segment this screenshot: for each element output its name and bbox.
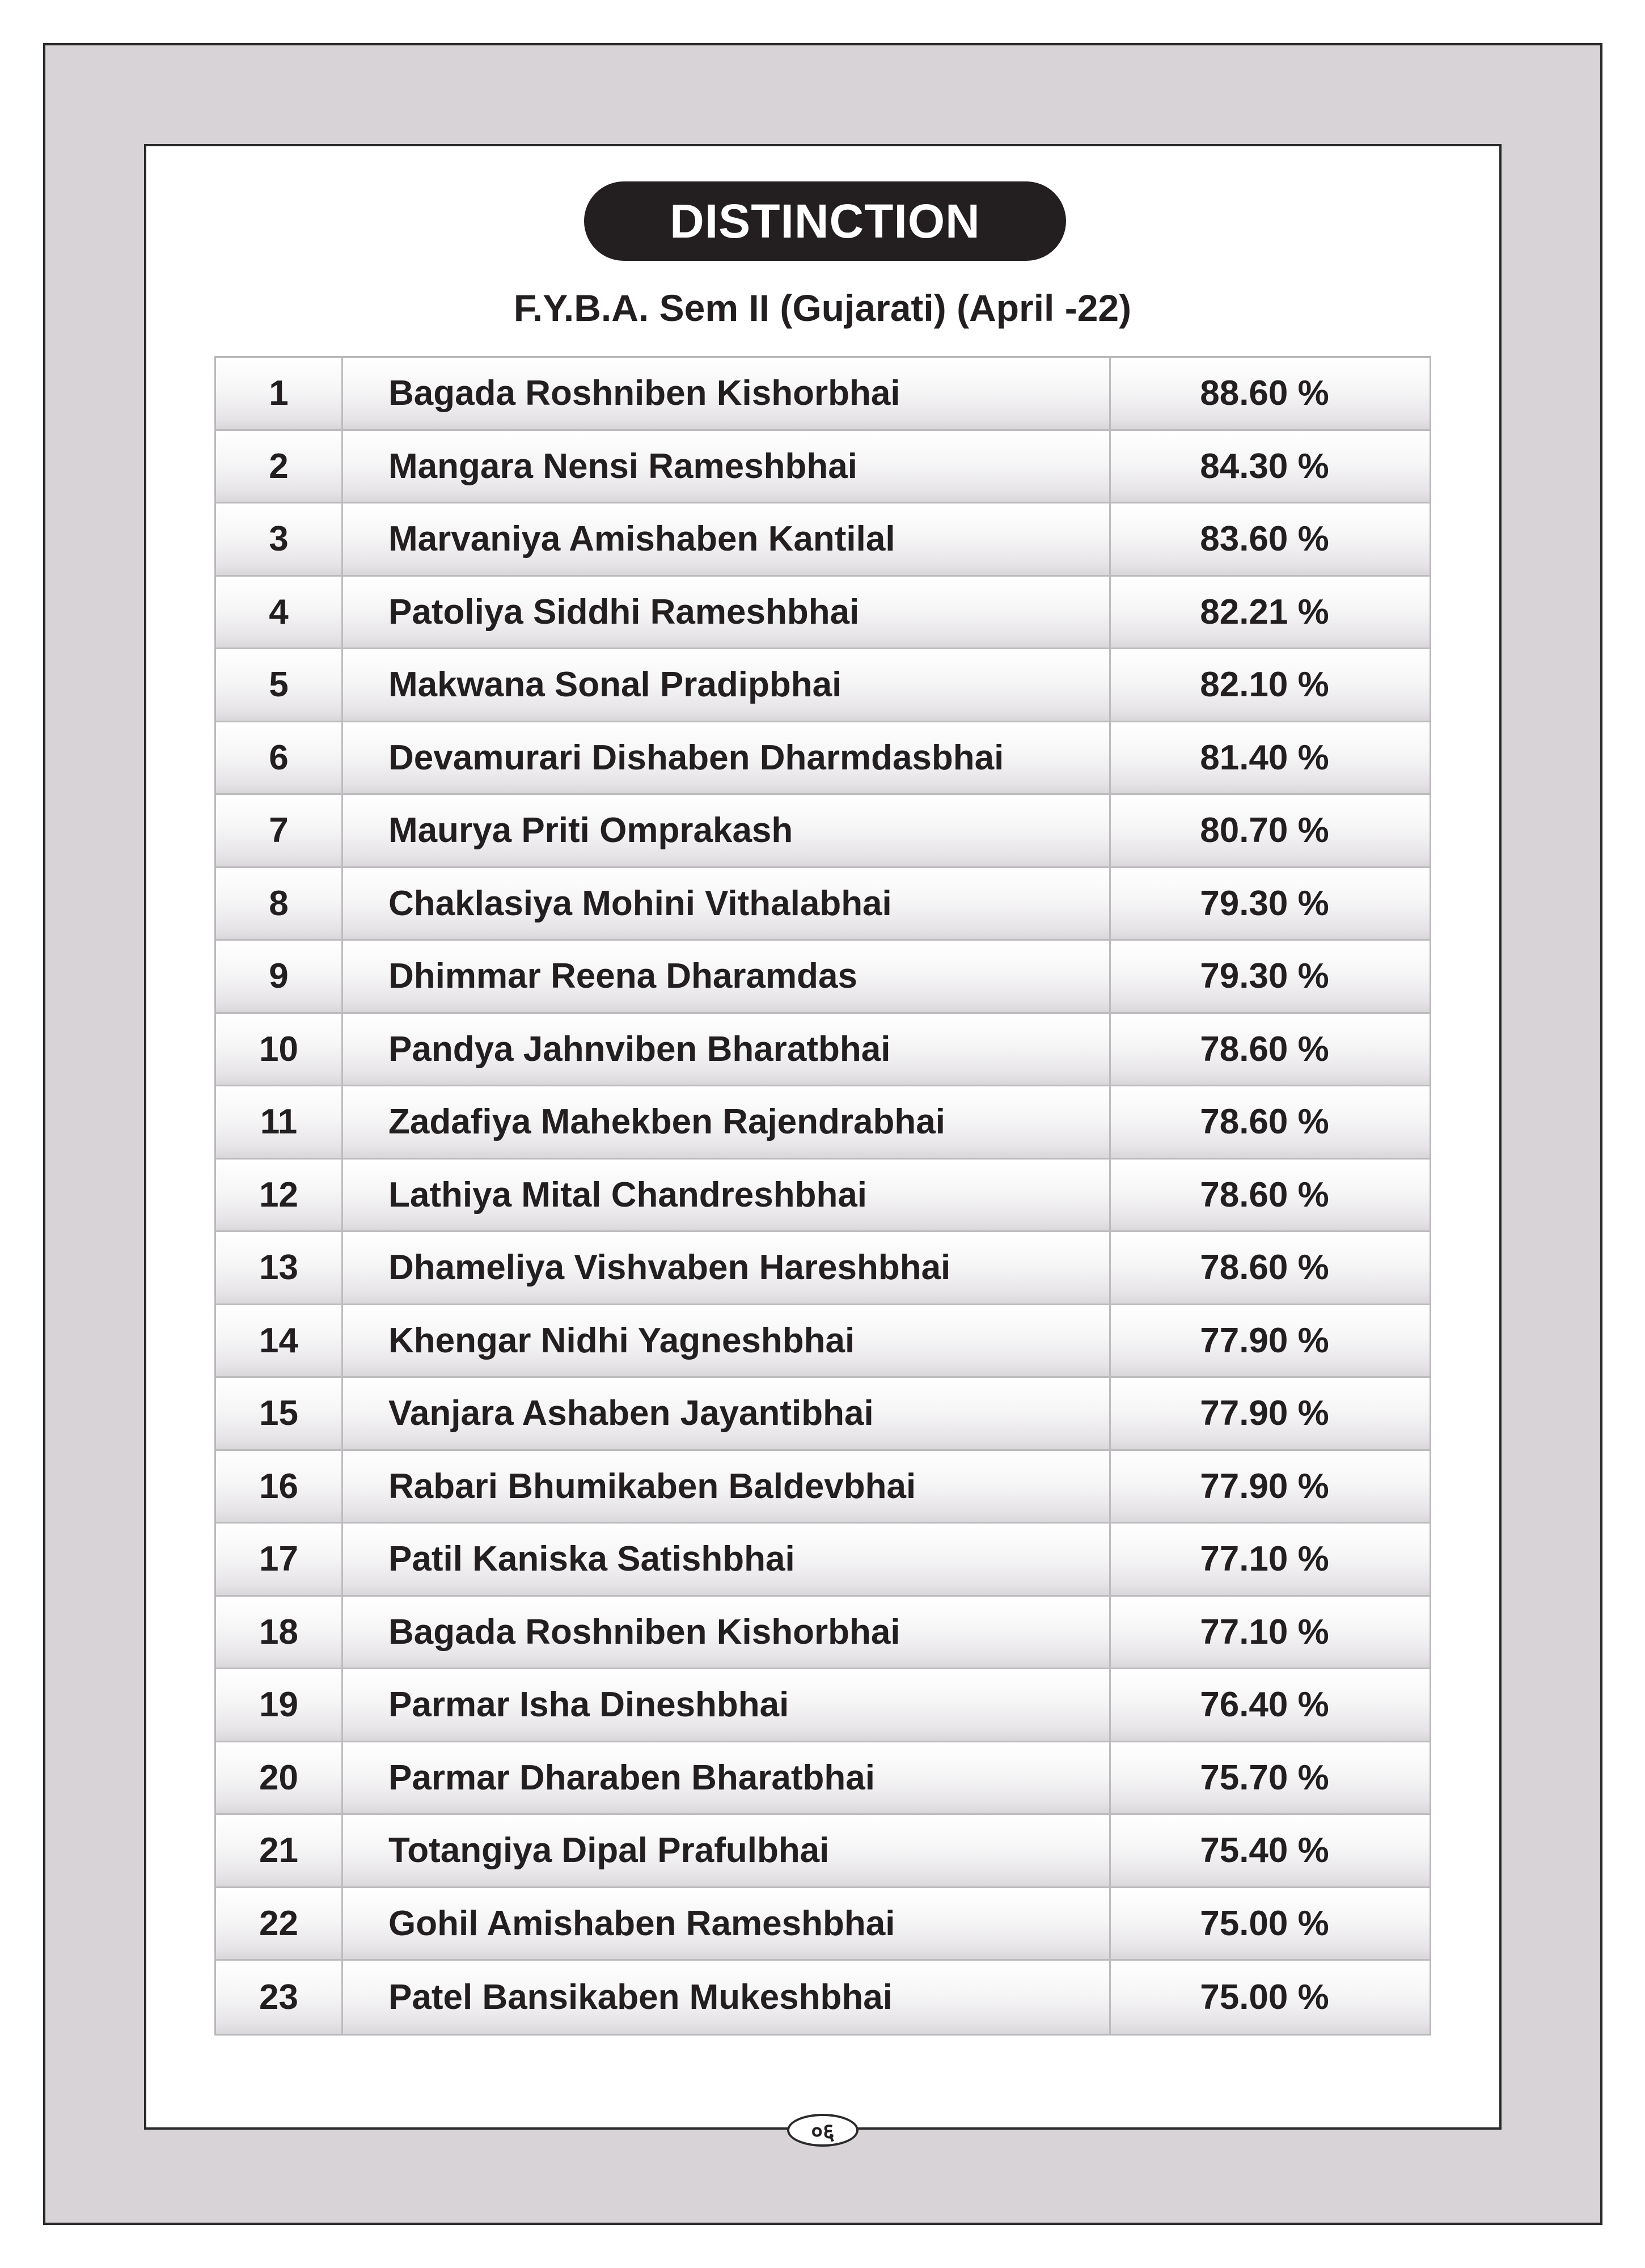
percentage-cell: 77.90 % [1200,1466,1329,1506]
serial-number-cell: 20 [216,1742,343,1814]
serial-number-cell: 22 [216,1888,343,1960]
student-name-cell: Zadafiya Mahekben Rajendrabhai [343,1086,1111,1158]
table-row [216,1669,1430,1742]
percentage-cell: 80.70 % [1200,811,1329,850]
page-number [787,2114,859,2147]
student-name-cell: Vanjara Ashaben Jayantibhai [343,1378,1111,1449]
serial-number-cell: 8 [216,868,343,940]
percentage-cell: 82.10 % [1200,665,1329,705]
serial-number-cell: 2 [216,431,343,502]
percentage-cell: 75.00 % [1200,1977,1329,2017]
serial-number-cell: 12 [216,1160,343,1231]
student-name-cell: Marvaniya Amishaben Kantilal [343,503,1111,575]
serial-number-cell: 23 [216,1961,343,2034]
table-row [216,722,1430,796]
table-row [216,1014,1430,1087]
student-name-cell: Khengar Nidhi Yagneshbhai [343,1305,1111,1377]
table-row [216,649,1430,722]
table-row [216,1524,1430,1597]
student-name-cell: Patil Kaniska Satishbhai [343,1524,1111,1595]
percentage-cell: 76.40 % [1200,1685,1329,1725]
table-row [216,1232,1430,1305]
student-name-cell: Rabari Bhumikaben Baldevbhai [343,1451,1111,1522]
table-row [216,1378,1430,1451]
serial-number-cell: 10 [216,1014,343,1085]
student-name-cell: Parmar Dharaben Bharatbhai [343,1742,1111,1814]
student-name-cell: Mangara Nensi Rameshbhai [343,431,1111,502]
percentage-cell: 77.90 % [1200,1321,1329,1360]
student-name-cell: Gohil Amishaben Rameshbhai [343,1888,1111,1960]
percentage-cell: 78.60 % [1200,1175,1329,1215]
serial-number-cell: 5 [216,649,343,721]
serial-number-cell: 9 [216,941,343,1012]
percentage-cell: 77.10 % [1200,1612,1329,1652]
percentage-cell: 82.21 % [1200,592,1329,632]
serial-number-cell: 21 [216,1815,343,1886]
title-badge [584,181,1066,261]
student-name-cell: Lathiya Mital Chandreshbhai [343,1160,1111,1231]
serial-number-cell: 1 [216,358,343,429]
table-row [216,358,1430,431]
student-name-cell: Devamurari Dishaben Dharmdasbhai [343,722,1111,794]
percentage-cell: 88.60 % [1200,374,1329,413]
serial-number-cell: 19 [216,1669,343,1741]
table-row [216,1888,1430,1961]
percentage-cell: 78.60 % [1200,1102,1329,1142]
serial-number-cell: 16 [216,1451,343,1522]
table-row [216,1597,1430,1670]
student-name-cell: Maurya Priti Omprakash [343,795,1111,866]
page-number-label: ०६ [811,2119,835,2144]
percentage-cell: 75.00 % [1200,1903,1329,1943]
page-title: DISTINCTION [670,194,980,248]
results-table [214,356,1431,2036]
student-name-cell: Dhameliya Vishvaben Hareshbhai [343,1232,1111,1304]
table-row [216,868,1430,941]
table-row [216,503,1430,577]
table-row [216,431,1430,504]
table-row [216,941,1430,1014]
student-name-cell: Patel Bansikaben Mukeshbhai [343,1961,1111,2034]
student-name-cell: Patoliya Siddhi Rameshbhai [343,577,1111,648]
serial-number-cell: 17 [216,1524,343,1595]
percentage-cell: 78.60 % [1200,1248,1329,1288]
percentage-cell: 77.90 % [1200,1394,1329,1433]
percentage-cell: 75.70 % [1200,1758,1329,1797]
student-name-cell: Bagada Roshniben Kishorbhai [343,358,1111,429]
percentage-cell: 83.60 % [1200,519,1329,559]
percentage-cell: 79.30 % [1200,883,1329,923]
percentage-cell: 84.30 % [1200,446,1329,486]
student-name-cell: Makwana Sonal Pradipbhai [343,649,1111,721]
serial-number-cell: 14 [216,1305,343,1377]
student-name-cell: Chaklasiya Mohini Vithalabhai [343,868,1111,940]
serial-number-cell: 15 [216,1378,343,1449]
percentage-cell: 77.10 % [1200,1539,1329,1579]
table-row [216,795,1430,868]
page-subtitle: F.Y.B.A. Sem II (Gujarati) (April -22) [513,287,1132,329]
student-name-cell: Parmar Isha Dineshbhai [343,1669,1111,1741]
serial-number-cell: 13 [216,1232,343,1304]
serial-number-cell: 3 [216,503,343,575]
table-row [216,1451,1430,1524]
table-row [216,1815,1430,1888]
percentage-cell: 78.60 % [1200,1029,1329,1069]
serial-number-cell: 7 [216,795,343,866]
student-name-cell: Totangiya Dipal Prafulbhai [343,1815,1111,1886]
table-row [216,1160,1430,1233]
table-row [216,1742,1430,1816]
serial-number-cell: 4 [216,577,343,648]
student-name-cell: Dhimmar Reena Dharamdas [343,941,1111,1012]
table-row [216,1305,1430,1378]
serial-number-cell: 18 [216,1597,343,1668]
serial-number-cell: 6 [216,722,343,794]
percentage-cell: 81.40 % [1200,738,1329,777]
table-row [216,1961,1430,2034]
percentage-cell: 79.30 % [1200,957,1329,996]
serial-number-cell: 11 [216,1086,343,1158]
table-row [216,1086,1430,1160]
student-name-cell: Pandya Jahnviben Bharatbhai [343,1014,1111,1085]
student-name-cell: Bagada Roshniben Kishorbhai [343,1597,1111,1668]
table-row [216,577,1430,650]
percentage-cell: 75.40 % [1200,1831,1329,1871]
